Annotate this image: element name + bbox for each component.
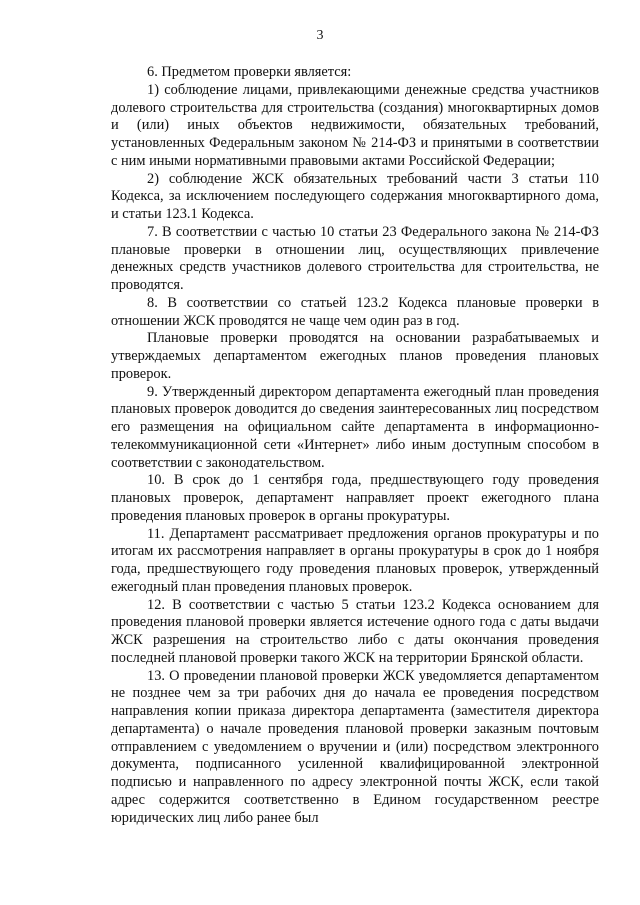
paragraph-10: 10. В срок до 1 сентября года, предшествующего году проведения плановых проверок, департамент направляет проект ежегодного плана проведения плановых проверок в органы прокуратуры. xyxy=(111,472,599,524)
paragraph-6-heading: 6. Предметом проверки является: xyxy=(147,64,352,80)
paragraph-9: 9. Утвержденный директором департамента ежегодный план проведения плановых проверок доводится до сведения заинтересованных лиц посредством его размещения на официальном сайте департамента в информационно-телекоммуникационной сети «Интернет» либо иным доступным способом в соответствии с законодательством. xyxy=(111,383,599,471)
paragraph-11: 11. Департамент рассматривает предложения органов прокуратуры и по итогам их рассмотрения направляет в органы прокуратуры в срок до 1 ноября года, предшествующего году проведения плановых проверок, утвержденный ежегодный план проведения плановых проверок. xyxy=(111,525,599,595)
paragraph-6-item-1: 1) соблюдение лицами, привлекающими денежные средства участников долевого строительства для строительства (создания) многоквартирных домов и (или) иных объектов недвижимости, обязательных требований, установленных Федеральным законом № 214-ФЗ и принятыми в соответствии с ним иными нормативными правовыми актами Российской Федерации; xyxy=(111,81,599,169)
document-body xyxy=(111,64,599,827)
paragraph-13: 13. О проведении плановой проверки ЖСК уведомляется департаментом не позднее чем за три рабочих дня до начала ее проведения посредством направления копии приказа директора департамента (заместителя директора департамента) о начале проведения плановой проверки заказным почтовым отправлением с уведомлением о вручении и (или) посредством электронного документа, подписанного усиленной квалифицированной электронной подписью и направленного по адресу электронной почты ЖСК, если такой адрес содержится соответственно в Едином государственном реестре юридических лиц либо ранее был xyxy=(111,667,599,826)
paragraph-8-continued: Плановые проверки проводятся на основании разрабатываемых и утверждаемых департаментом ежегодных планов проведения плановых проверок. xyxy=(111,330,599,382)
paragraph-12: 12. В соответствии с частью 5 статьи 123.2 Кодекса основанием для проведения плановой проверки является истечение одного года с даты выдачи ЖСК разрешения на строительство либо с даты окончания проведения последней плановой проверки такого ЖСК на территории Брянской области. xyxy=(111,596,599,666)
page-number: 3 xyxy=(316,28,324,43)
paragraph-6-item-2: 2) соблюдение ЖСК обязательных требований части 3 статьи 110 Кодекса, за исключением последующего содержания многоквартирного дома, и статьи 123.1 Кодекса. xyxy=(111,170,599,222)
paragraph-7: 7. В соответствии с частью 10 статьи 23 Федерального закона № 214-ФЗ плановые проверки в отношении лиц, осуществляющих привлечение денежных средств участников долевого строительства для строительства, не проводятся. xyxy=(111,223,599,293)
paragraph-8: 8. В соответствии со статьей 123.2 Кодекса плановые проверки в отношении ЖСК проводятся не чаще чем один раз в год. xyxy=(111,294,599,329)
